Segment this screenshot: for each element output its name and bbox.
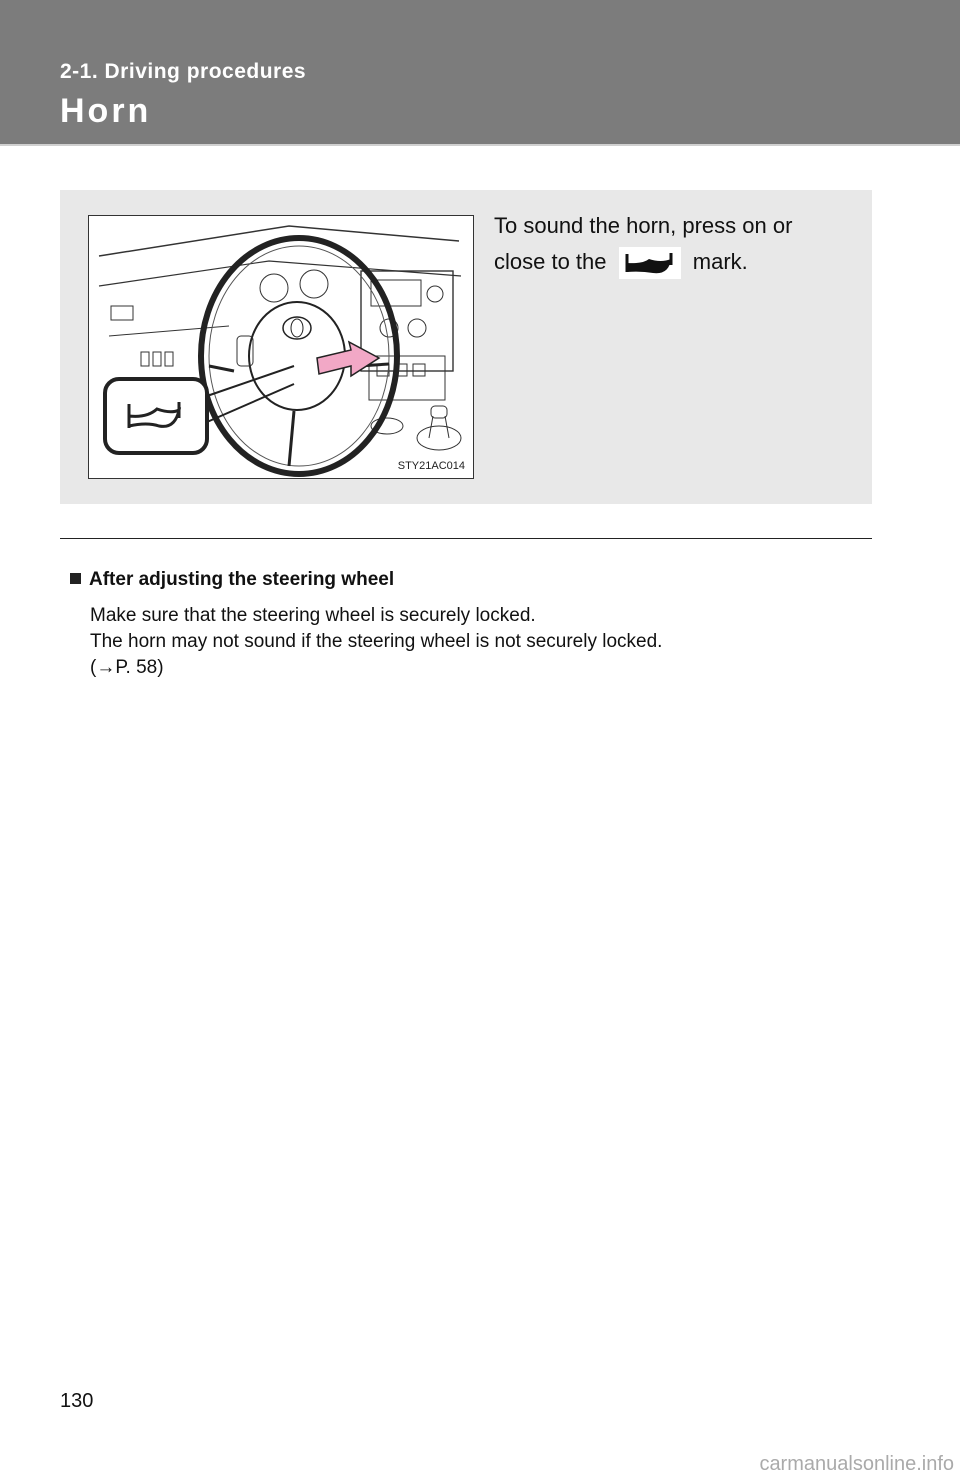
instruction-before-icon: close to the (494, 249, 607, 274)
info-panel (60, 190, 872, 504)
square-bullet-icon (70, 573, 81, 584)
page-number: 130 (60, 1390, 94, 1412)
steering-wheel-illustration (88, 215, 474, 479)
instruction-line-2 (494, 244, 854, 280)
note-heading-text: After adjusting the steering wheel (89, 569, 395, 590)
steering-wheel-drawing (89, 216, 473, 478)
watermark: carmanualsonline.info (759, 1453, 954, 1475)
page-reference-link[interactable]: (→P. 58) (90, 657, 164, 678)
note-body (90, 603, 662, 681)
horn-icon (619, 247, 681, 279)
instruction-after-icon: mark. (692, 249, 748, 274)
illustration-code: STY21AC014 (397, 460, 465, 472)
instruction-line-1: To sound the horn, press on or (494, 213, 793, 238)
note-heading (70, 569, 394, 591)
section-divider (60, 538, 872, 539)
section-label: 2-1. Driving procedures (60, 60, 307, 83)
note-line: The horn may not sound if the steering wheel is not securely locked. (90, 631, 663, 652)
page-header (0, 0, 960, 146)
note-line: Make sure that the steering wheel is securely locked. (90, 605, 536, 626)
horn-instruction (494, 208, 854, 280)
page-title: Horn (60, 92, 152, 130)
